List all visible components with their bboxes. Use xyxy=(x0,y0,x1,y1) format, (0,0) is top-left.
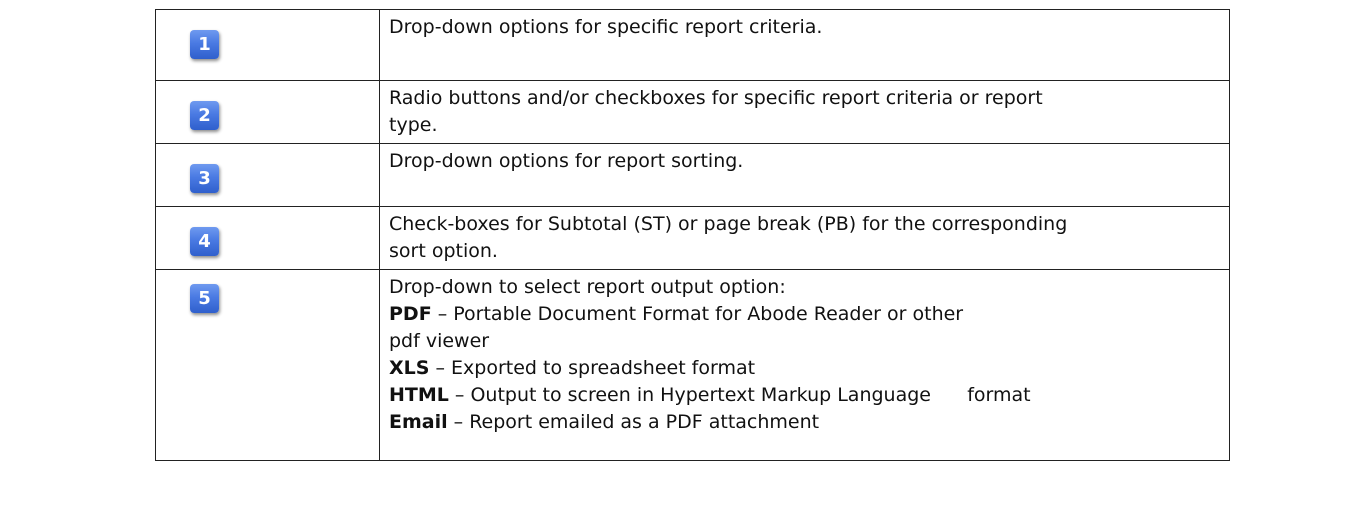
callout-badge-3: 3 xyxy=(190,164,219,193)
legend-number-cell xyxy=(156,207,380,270)
output-option-html xyxy=(389,382,1219,409)
output-option-pdf xyxy=(389,301,1219,328)
description-text: Drop-down options for specific report criteria. xyxy=(389,16,823,38)
legend-row xyxy=(156,207,1230,270)
callout-badge-2: 2 xyxy=(190,101,219,130)
option-term: HTML xyxy=(389,384,449,406)
legend-number-cell xyxy=(156,144,380,207)
legend-description-cell xyxy=(380,270,1230,461)
output-option-xls xyxy=(389,355,1219,382)
output-option-email xyxy=(389,409,1219,436)
description-text: Radio buttons and/or checkboxes for specific report criteria or report xyxy=(389,87,1043,109)
option-text: – Output to screen in Hypertext Markup Language format xyxy=(448,384,1031,406)
description-text: type. xyxy=(389,114,438,136)
description-text: Drop-down options for report sorting. xyxy=(389,150,744,172)
option-text: – Exported to spreadsheet format xyxy=(429,357,756,379)
legend-row xyxy=(156,81,1230,144)
legend-description-cell xyxy=(380,10,1230,81)
legend-row xyxy=(156,10,1230,81)
option-term: XLS xyxy=(389,357,430,379)
option-term: PDF xyxy=(389,303,432,325)
callout-badge-1: 1 xyxy=(190,30,219,59)
legend-description-cell xyxy=(380,144,1230,207)
option-text: – Report emailed as a PDF attachment xyxy=(447,411,820,433)
callout-badge-4: 4 xyxy=(190,227,219,256)
description-text: Drop-down to select report output option: xyxy=(389,276,786,298)
legend-number-cell xyxy=(156,81,380,144)
callout-badge-5: 5 xyxy=(190,284,219,313)
legend-row xyxy=(156,270,1230,461)
option-text: – Portable Document Format for Abode Reader or other xyxy=(431,303,964,325)
callout-legend-table xyxy=(155,9,1230,461)
legend-number-cell xyxy=(156,270,380,461)
output-option-pdf-continued xyxy=(389,328,1219,355)
option-text: pdf viewer xyxy=(389,330,490,352)
legend-description-cell xyxy=(380,81,1230,144)
description-text: sort option. xyxy=(389,240,498,262)
description-text: Check-boxes for Subtotal (ST) or page break (PB) for the corresponding xyxy=(389,213,1068,235)
legend-number-cell xyxy=(156,10,380,81)
option-term: Email xyxy=(389,411,448,433)
legend-row xyxy=(156,144,1230,207)
legend-description-cell xyxy=(380,207,1230,270)
